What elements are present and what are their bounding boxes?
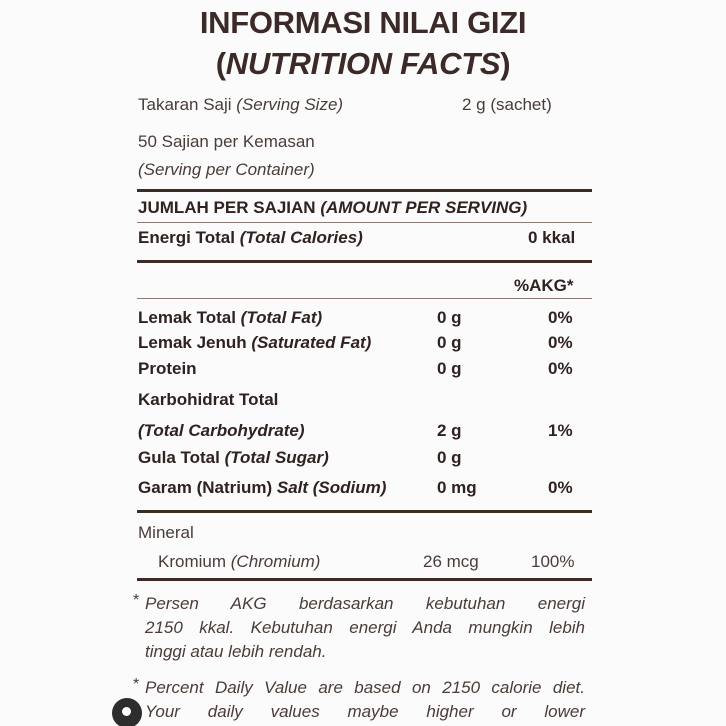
mineral-header: Mineral — [138, 523, 194, 542]
nutrient-label-id: Lemak Total — [138, 308, 236, 327]
nutrient-label — [138, 308, 322, 328]
nutrient-amount: 0 g — [437, 359, 462, 378]
energy-label-en: (Total Calories) — [239, 228, 363, 247]
mineral-name-en: (Chromium) — [230, 552, 321, 571]
divider-thick-3 — [137, 510, 592, 513]
nutrient-akg: 0% — [548, 308, 573, 327]
nutrient-label-id: Garam (Natrium) — [138, 478, 273, 497]
nutrient-label — [138, 333, 371, 353]
nutrient-label — [138, 448, 329, 468]
serving-size-label-id: Takaran Saji — [138, 95, 232, 114]
title-indonesian: INFORMASI NILAI GIZI — [199, 5, 527, 40]
energy-total-value: 0 kkal — [528, 228, 576, 247]
nutrient-label — [138, 478, 386, 498]
mineral-name-id: Kromium — [158, 552, 227, 571]
energy-total-label — [138, 228, 363, 248]
footnote-indonesian — [145, 592, 585, 664]
nutrient-label-en: (Total Sugar) — [224, 448, 329, 467]
serving-size-label — [138, 95, 343, 115]
footnote-en-line: Percent Daily Value are based on 2150 calorie diet. — [145, 678, 585, 697]
divider-thick-2 — [137, 260, 592, 263]
footnote-english — [145, 676, 585, 724]
nutrient-amount: 0 g — [437, 308, 462, 327]
servings-per-container-label-en: (Serving per Container) — [138, 160, 315, 179]
title-english — [0, 46, 726, 82]
amount-header-id: JUMLAH PER SAJIAN — [138, 198, 316, 217]
nutrient-akg: 0% — [548, 478, 573, 497]
divider-thick-4 — [137, 578, 592, 581]
title-english-text: NUTRITION FACTS — [225, 46, 501, 81]
nutrient-label-en: (Total Fat) — [240, 308, 323, 327]
amount-header-en: (AMOUNT PER SERVING) — [320, 198, 528, 217]
akg-column-header: %AKG* — [514, 276, 574, 295]
footnote-en-line: Your daily values maybe higher or lower — [145, 702, 585, 721]
title-open-paren: ( — [215, 46, 226, 81]
mineral-akg: 100% — [531, 552, 575, 571]
amount-per-serving-header — [138, 198, 527, 218]
energy-label-id: Energi Total — [138, 228, 235, 247]
serving-size-label-en: (Serving Size) — [236, 95, 344, 114]
nutrient-label-id: Gula Total — [138, 448, 220, 467]
nutrient-label-en: (Total Carbohydrate) — [138, 421, 305, 440]
title-close-paren: ) — [500, 46, 511, 81]
corner-overlay-icon — [112, 698, 142, 726]
servings-per-container-label: 50 Sajian per Kemasan — [138, 132, 315, 151]
nutrient-akg: 0% — [548, 359, 573, 378]
footnote-id-line: tinggi atau lebih rendah. — [145, 642, 327, 661]
nutrient-label-id: Karbohidrat Total — [138, 390, 279, 409]
mineral-amount: 26 mcg — [423, 552, 479, 571]
nutrient-amount: 0 g — [437, 448, 462, 467]
nutrient-label: Protein — [138, 359, 197, 378]
footnote-star-2: * — [133, 676, 140, 693]
mineral-name — [158, 552, 320, 572]
footnote-id-line: Persen AKG berdasarkan kebutuhan energi — [145, 594, 585, 613]
divider-thin-1 — [137, 222, 592, 223]
nutrient-amount: 0 mg — [437, 478, 477, 497]
footnote-id-line: 2150 kkal. Kebutuhan energi Anda mungkin lebih — [145, 618, 585, 637]
nutrient-label-en: (Saturated Fat) — [251, 333, 372, 352]
nutrient-label-id: Lemak Jenuh — [138, 333, 247, 352]
divider-thin-2 — [137, 298, 592, 299]
nutrient-amount: 0 g — [437, 333, 462, 352]
footnote-star-1: * — [133, 592, 140, 609]
nutrient-amount: 2 g — [437, 421, 462, 440]
nutrient-label-en: Salt (Sodium) — [276, 478, 387, 497]
nutrient-akg: 1% — [548, 421, 573, 440]
serving-size-value: 2 g (sachet) — [462, 95, 552, 114]
nutrient-akg: 0% — [548, 333, 573, 352]
divider-thick-1 — [137, 189, 592, 192]
